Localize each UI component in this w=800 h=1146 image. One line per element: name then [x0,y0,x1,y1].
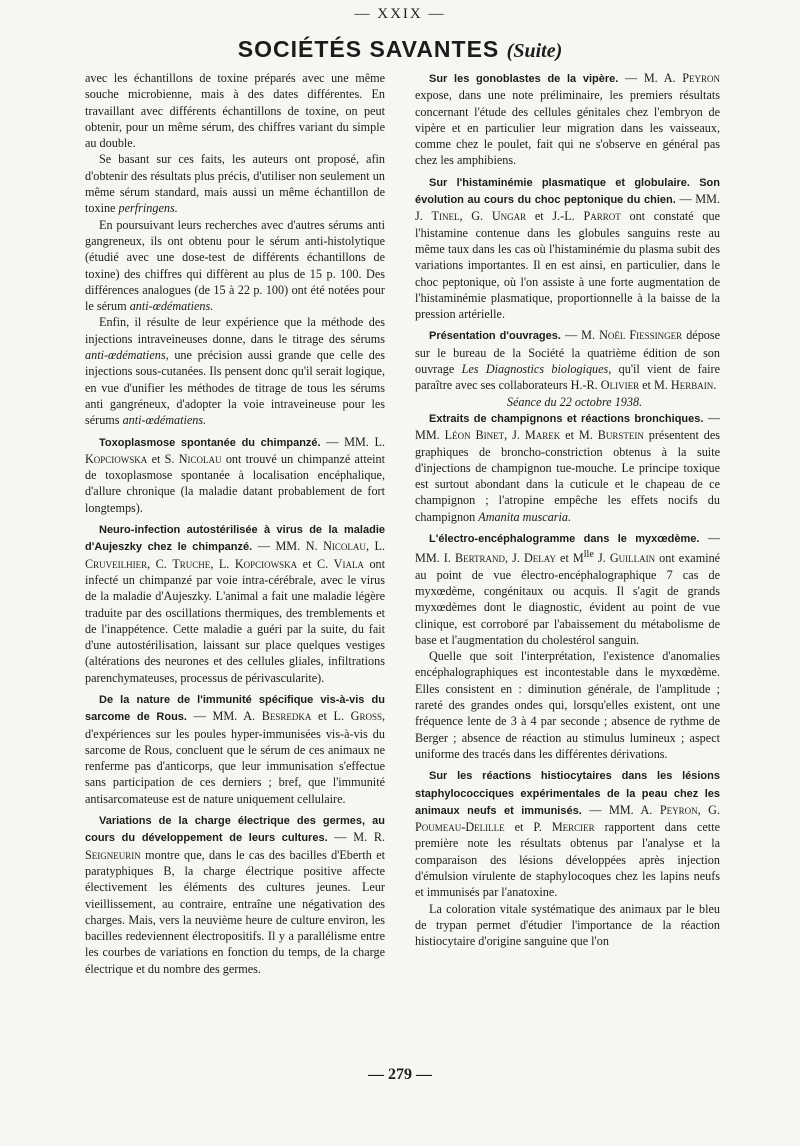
left-column [85,70,385,1060]
author-name: Delay [524,551,556,566]
text: — MM. A. [589,802,653,817]
abstract-entry [415,327,720,393]
text: — M. [564,328,596,343]
text: Enfin, il résulte de leur expérience que la méthode des injections intraveineuses donne, dans le titrage des sérums [85,315,385,346]
italic-term: perfringens. [118,201,178,216]
text: ont infecté un chimpanzé par voie intra-cérébrale, avec le virus de la maladie d'Aujeszky. L'animal a fait une maladie légère traduite par des oscillations thermiques, des tremblements et de l'inappétence. Cette maladie a guéri par la suite, du fait d'une autostérilisation, laissant sur place quelques vestiges (altérations des neurones et des cellules gliales, infiltrations parenchymateuses, processus de périvascularite). [85,556,385,685]
author-name: Léon Binet [444,428,505,443]
author-name: Poumeau-Delille [415,820,505,835]
text: , J. [505,551,520,566]
abstract-entry [415,767,720,900]
author-name: Viala [333,556,364,571]
text: présentent des graphiques de broncho-constriction obtenus à la suite d'injections de champignon tue-mouche. Le principe toxique est surtout abondant dans la cuticule et le chapeau de ce champignon ; l'atropine empêche les effets nocifs du champignon [415,428,720,524]
abstract-heading: Sur les gonoblastes de la vipère. [429,73,619,85]
text: et L. [318,709,344,724]
text: — M. A. [624,71,676,85]
abstract-entry [415,174,720,323]
text: ont examiné au point de vue électro-encéphalographique 7 cas de myxœdème, congénitaux ou acquis. Il s'agit de grands myxœdèmes dont le diagnostic, évident au point de vue clinique, est corroboré par l'abaissement du métabolisme de base et l'augmentation du cholestérol sanguin. [415,551,720,647]
text: , d'expériences sur les poules hyper-immunisées vis-à-vis du sarcome de Rous, concluent que le sérum de ces animaux ne renferme pas d'anticorps, que leur immunisation s'effectue sans participation de ces derniers ; bref, que l'immunité antisarcomateuse est de nature uniquement cellulaire. [85,709,385,806]
italic-term: Amanita muscaria. [478,509,572,524]
abstract-entry [415,70,720,169]
text: et M. [565,428,593,443]
author-name: Nicolau [178,451,222,466]
paragraph [85,151,385,216]
text: — MM. I. [415,531,720,566]
text: et M [560,551,584,566]
paragraph [85,217,385,315]
text: expose, dans une note préliminaire, les premiers résultats concernant l'étude des cellules génitales chez l'embryon de vipère et en particulier leur migration dans les vaisseaux, comme chez le poulet, fait qui ne s'observe en général pas chez les amphibiens. [415,88,720,168]
abstract-heading: Sur les réactions histiocytaires dans les lésions staphylococciques expérimentales de la peau chez les animaux neufs et immunisés. [415,770,720,817]
text: , L. [365,539,385,554]
page-title [0,36,800,63]
author-name: Olivier [600,378,640,393]
text: ont constaté que l'histamine contenue dans les globules sanguins reste au même taux dans les cas où l'histaminémie du plasma subit des variations importantes. Il en est ainsi, en particulier, dans le choc peptonique, où l'on assiste à une forte augmentation de l'histaminémie plasmatique, proportionnelle à la baisse de la pression artérielle. [415,209,720,322]
author-name: Truche [172,556,211,571]
author-name: Seigneurin [85,847,141,862]
text: et C. [302,556,329,571]
text: . [713,378,717,393]
text: , G. [697,802,720,817]
abstract-heading: Toxoplasmose spontanée du chimpanzé. [99,436,321,449]
abstract-entry [85,434,385,516]
text: montre que, dans le cas des bacilles d'Eberth et paratyphiques B, la charge électrique positive affecte électivement les éléments des cultures jeunes. Leur vieillissement, au contraire, entraîne une négativation des charges. Mais, vers la neuvième heure de culture environ, les bacilles redeviennent électropositifs. Il y a parallélisme entre les courbes de variations en fonction du temps, de la charge électrique et du nombre des germes. [85,847,385,976]
author-name: Herbain [670,378,714,393]
paragraph: Quelle que soit l'interprétation, l'existence d'anomalies encéphalographiques est incontestable dans le myxœdème. Elles consistent en : diminution générale, de l'amplitude ; rareté des grandes ondes qui, lorsqu'elles existent, ont une fréquence lente de 3 à 4 par seconde ; absence de rythme de Berger ; absence de réaction au stimulus lumineux ; aspect uniforme des tracés dans les différentes dérivations. [415,649,720,761]
abstract-heading: Présentation d'ouvrages. [429,330,561,343]
author-name: Gross [350,709,382,724]
author-name: Marek [524,428,561,443]
text: dépose sur le bureau de la Société la quatrième édition de son ouvrage [415,328,720,377]
text: et J.-L. [534,209,575,224]
author-name: Kopciowska [234,556,298,571]
text: , C. [147,556,167,571]
author-name: Noël Fiessinger [599,328,683,343]
text: qu'il vient de faire paraître avec ses collaborateurs H.-R. [415,362,720,393]
author-name: Besredka [261,709,312,724]
author-name: Guillain [609,551,656,566]
italic-term: anti-œdématiens, [85,348,169,363]
session-date: Séance du 22 octobre 1938. [506,394,643,409]
author-name: Mercier [551,820,595,835]
paragraph: La coloration vitale systématique des animaux par le bleu de trypan permet d'étudier l'importance de la réaction histiocytaire d'origine sanguine que l'on [415,901,720,949]
author-name: Peyron [682,71,720,85]
italic-term: anti-œdématiens. [129,299,214,314]
text: En poursuivant leurs recherches avec d'autres sérums anti gangreneux, ils ont obtenu pour le sérum anti-histolytique (étudié avec une dose-test de différents échantillons de toxine) des chiffres qui diffèrent au plus de 15 p. 100. Des différences analogues (de 15 à 22 p. 100) ont été notées pour le sérum [85,217,385,314]
text: , J. [504,428,520,443]
text: — MM. A. [193,709,256,724]
author-name: Burstein [597,428,644,443]
abstract-heading: De la nature de l'immunité spécifique vis-à-vis du sarcome de Rous. [85,693,385,724]
paragraph [85,314,385,428]
page-folio: — XXIX — [354,6,446,22]
abstract-heading: Variations de la charge électrique des germes, au cours du développement de leurs cultures. [85,815,385,845]
author-name: Ungar [491,209,527,224]
abstract-heading: Extraits de champignons et réactions bronchiques. [429,412,704,425]
text: une précision aussi grande que celle des injections sous-cutanées. Ils pensent donc qu'il serait logique, en vue d'unifier les méthodes de titrage de tous les sérums anti gangréneux, d'adopter la voie intraveineuse pour les sérums [85,348,385,428]
text: — MM. [415,410,720,443]
title-suite: (Suite) [506,40,563,62]
page-number: — 279 — [368,1066,432,1083]
abstract-entry [85,691,385,807]
text: et S. [151,451,175,466]
text: , L. [210,556,230,571]
text: J. [597,551,606,566]
text: ont trouvé un chimpanzé atteint de toxoplasmose spontanée à localisation encéphalique, d'allure chronique (la maladie datant probablement de fort longtemps). [85,451,385,515]
author-name: Nicolau [323,539,366,554]
text: et P. [514,820,542,835]
book-title: Les Diagnostics biologiques, [461,362,612,377]
section-title: SOCIÉTÉS SAVANTES [237,36,500,62]
superscript: lle [583,549,594,561]
abstract-heading: L'électro-encéphalogramme dans le myxœdème. [429,533,700,546]
author-name: Peyron [659,802,698,817]
text: rapportent dans cette première note les résultats obtenus par l'analyse et la comparaison des lésions développées après injection d'émulsion virulente de staphylocoques chez les lapins neufs et immunisés par l'anatoxine. [415,820,720,900]
text: — M. R. [334,830,385,845]
right-column [415,70,720,1060]
text: , G. [459,209,484,224]
author-name: Bertrand [454,551,506,566]
author-name: Parrot [583,209,621,224]
abstract-heading: Neuro-infection autostérilisée à virus de la maladie d'Aujeszky chez le chimpanzé. [85,524,385,554]
abstract-entry [415,410,720,525]
author-name: Cruveilhier [85,556,148,571]
abstract-entry [85,812,385,977]
text: Se basant sur ces faits, les auteurs ont proposé, afin d'obtenir des résultats plus précis, d'utiliser non seulement un même sérum standard, mais aussi un même échantillon de toxine [85,152,385,216]
paragraph: avec les échantillons de toxine préparés avec une même souche microbienne, mais à des dates différentes. En travaillant avec différents échantillons de toxine, on peut obtenir, pour un même sérum, des chiffres variant du simple au double. [85,71,385,151]
text: — MM. N. [257,539,318,554]
abstract-entry [85,521,385,686]
text: — MM. J. [415,192,720,224]
abstract-entry [415,530,720,648]
author-name: Kopciowska [85,451,148,466]
text: et M. [642,378,668,393]
text: — MM. L. [326,434,385,449]
italic-term: anti-œdématiens. [122,413,207,428]
author-name: Tinel [431,209,460,224]
abstract-heading: Sur l'histaminémie plasmatique et globulaire. Son évolution au cours du choc peptonique du chien. [415,176,720,207]
